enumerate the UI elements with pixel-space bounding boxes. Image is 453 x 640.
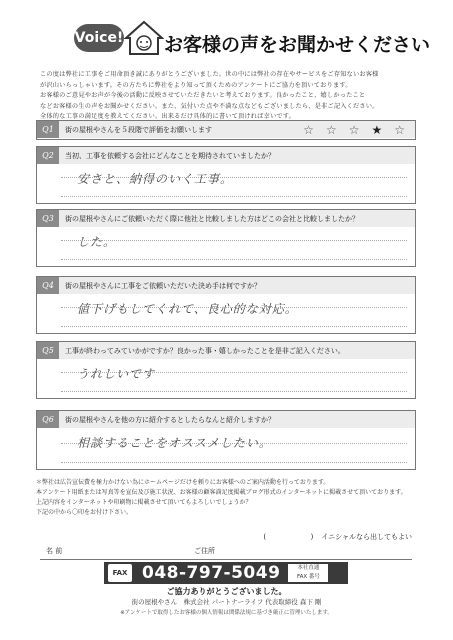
- question-header: [37, 121, 415, 138]
- intro-line: などお客様の生の声をお聞かせください。また、気付いた点や不満な点などもございましたら、是非ご記入ください。: [40, 102, 379, 110]
- question-header: [37, 411, 415, 428]
- answer-lines: [61, 372, 407, 392]
- question-number: Q5: [37, 342, 59, 359]
- intro-line: が沢山いらっしゃいます。その方たちに弊社をより知って頂くためのアンケートにご協力を頂いております。: [40, 81, 352, 89]
- answer-text: した。: [77, 235, 117, 249]
- question-text: 街の屋根やさんに工事をご依頼いただいた決め手は何ですか？: [65, 281, 261, 290]
- question-header: [37, 147, 415, 164]
- footer-note-line: ＊弊社は広告宣伝費を極力かけない為にホームページだけを頼りにお客様へのご案内活動を行っております。: [36, 479, 330, 486]
- star-icon[interactable]: ☆: [394, 122, 405, 137]
- intro-text: [40, 70, 412, 123]
- star-icon[interactable]: ☆: [325, 122, 337, 137]
- company-text: 街の屋根やさん 株式会社 パートナーライフ 代表取締役 森下 剛: [131, 598, 322, 606]
- option-paren[interactable]: ( ): [263, 533, 314, 541]
- answer-text: うれしいです: [77, 367, 156, 381]
- question-q3: [36, 209, 416, 267]
- answer-text: 相談することをオススメしたい。: [77, 436, 272, 450]
- fax-icon: FAX: [108, 564, 132, 582]
- survey-header: [66, 8, 431, 62]
- fax-bar: [104, 562, 348, 584]
- answer-text: 値下げもしてくれて、良心的な対応。: [77, 302, 298, 316]
- question-q6: [36, 410, 416, 470]
- intro-line: この度は弊社に工事をご用命頂き誠にありがとうございました。世の中には弊社の存在やサービスをご存知ないお客様: [40, 71, 379, 78]
- star-icon[interactable]: ☆: [348, 122, 360, 137]
- initial-option-label: イニシャルなら出してもよい: [321, 533, 412, 541]
- answer-lines: [61, 177, 407, 197]
- thanks-text: ご協力ありがとうございました。: [166, 587, 287, 596]
- question-number: Q3: [37, 210, 59, 227]
- question-number: Q1: [37, 121, 59, 138]
- privacy-text: ※アンケートで取得したお客様の個人情報は関係法規に基づき厳正に管理いたします。: [120, 610, 333, 616]
- question-text: 工事が終わってみていかがですか？良かった事・嬉しかったことを是非ご記入ください。: [65, 346, 345, 355]
- fax-label: [288, 564, 328, 582]
- question-q5: [36, 341, 416, 399]
- question-q2: [36, 146, 416, 204]
- intro-line: お客様のご意見やお声が今後の活動に反映させていただきたいと考えております。良かったこと、嬉しかったこと: [40, 92, 366, 100]
- question-header: [37, 210, 415, 227]
- answer-text: 安さと、納得のいく工事。: [77, 172, 234, 186]
- footer-note-line: 上記内容をインターネットや印刷物に掲載させて頂いてもよろしいでしょうか？: [36, 499, 252, 506]
- fax-number: 048-797-5049: [142, 563, 281, 583]
- question-number: Q6: [37, 411, 59, 428]
- question-text: 街の屋根やさんを他の方に紹介するとしたらなんと紹介しますか？: [65, 415, 275, 424]
- question-header: [37, 277, 415, 294]
- answer-lines: [61, 307, 407, 327]
- footer-notes: [36, 478, 416, 518]
- question-number: Q2: [37, 147, 59, 164]
- voice-badge: Voice!: [74, 24, 124, 52]
- intro-line: 全体的な工事の満足度を教えてください。出来るだけ具体的に書いて頂ければ幸いです。: [40, 113, 296, 121]
- answer-lines: [61, 443, 407, 463]
- question-number: Q4: [37, 277, 59, 294]
- fax-label-line: FAX 番号: [296, 574, 320, 580]
- answer-lines: [61, 240, 407, 260]
- rating-stars[interactable]: [303, 123, 405, 137]
- footer-note-line: 本アンケート用紙または写真等を宣伝及び施工状況、お客様の顧客満足度掲載ブログ形式のインターネットに掲載させて頂いております。: [36, 489, 407, 496]
- name-address-row: [40, 546, 412, 560]
- house-icon: [124, 18, 164, 58]
- question-text: 街の屋根やさんを５段階で評価をお願いします: [65, 125, 212, 134]
- star-icon[interactable]: ☆: [303, 122, 314, 137]
- address-label: ご住所: [194, 547, 215, 555]
- star-icon[interactable]: ★: [371, 122, 383, 137]
- question-q4: [36, 276, 416, 334]
- question-text: 街の屋根やさんにご依頼いただく際に他社と比較しました方はどこの会社と比較しましたか？: [65, 214, 359, 223]
- question-text: 当初、工事を依頼する会社にどんなことを期待されていましたか？: [65, 151, 275, 160]
- footer-note-line: 下記の中から〇印をお付け下さい。: [36, 509, 133, 516]
- question-header: [37, 342, 415, 359]
- header-title: お客様の声をお聞かせください: [164, 34, 431, 56]
- initial-option-row: [40, 530, 412, 544]
- question-q1: [36, 120, 416, 140]
- name-label: 名 前: [46, 547, 63, 555]
- fax-label-line: 本社直通: [297, 565, 320, 571]
